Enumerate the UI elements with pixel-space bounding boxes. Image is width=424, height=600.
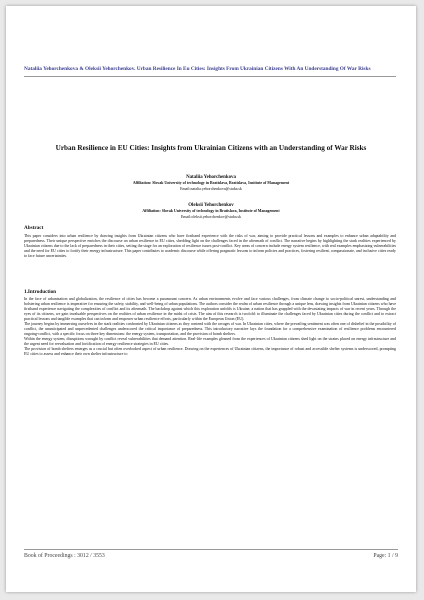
proceedings-counter: Book of Proceedings : 3012 / 3553 [24,553,105,559]
paragraph: Within the energy system, disruptions wrought by conflict reveal vulnerabilities that demand attention. Real-life examples gleaned from the experiences of Ukrainian citizens shed light on the strains placed on energy infrastructure and the urgent need for reevaluation and fortification of energy resilience strategies in EU cities. [24,336,396,346]
page-number: Page: 1 / 9 [373,553,398,559]
introduction-body [24,296,396,356]
author-name: Oleksii Yehorchenkov [188,203,234,208]
page-footer [24,549,398,559]
paper-title: Urban Resilience in EU Cities: Insights from Ukrainian Citizens with an Understanding of War Risks [55,144,367,152]
paragraph: The provision of bomb shelters emerges as a crucial but often overlooked aspect of urban resilience. Drawing on the experiences of Ukrainian citizens, the importance of robust and accessible shelter systems is underscored, prompting EU cities to assess and enhance their own shelter infrastructure to [24,346,396,356]
paragraph: The journey begins by immersing ourselves in the stark realities confronted by Ukrainian citizens as they contend with the ravages of war. In Ukrainian cities, where the prevailing sentiment was often one of disbelief in the possibility of conflict, the unanticipated and unprecedented challenges underscored the critical importance of preparedness. This introductory narrative lays the foundation for a comprehensive examination of resilience problems encountered ongoing-conflict, with a specific focus on three key dimensions: the energy system, transportation, and the provision of bomb shelters. [24,321,396,336]
author-name: Nataliia Yehorchenkova [186,175,236,180]
author-email: Email:oleksii.yehorchenkov@stuba.sk [181,214,241,219]
author-block [46,203,376,220]
author-affiliation: Affiliation: Slovak University of technology in Bratislava, Institute of Management [142,209,280,214]
abstract-heading: Abstract [24,225,44,231]
document-page [6,6,416,592]
author-block [46,175,376,192]
author-affiliation: Affiliation: Slovak University of technology in Bratislava, Bratislava, Institute of Management [132,181,290,186]
paragraph: In the face of urbanization and globalization, the resilience of cities has become a paramount concern. As urban environments evolve and face various challenges, from climate change to socio-political unrest, understanding and bolstering urban resilience is imperative for ensuring the safety, stability, and well-being of urban populations. The authors consider the realm of urban resilience through a unique lens, drawing insights from Ukrainian citizens who have firsthand experience navigating the complexities of conflict and its aftermath. The backdrop against which this exploration unfolds is Ukraine, a nation that has grappled with the devastating impacts of war in recent years. Through the eyes of its citizens, we gain invaluable perspectives on the realities of urban resilience in the midst of crisis. The aim of this research is twofold: to illuminate the challenges faced by Ukrainian cities during the conflict and to extract practical lessons and tangible examples that can inform and empower urban resilience efforts, particularly within the European Union (EU). [24,296,396,321]
abstract-text: This paper considers into urban resilience by drawing insights from Ukrainian citizens who have firsthand experience with the risks of war, aiming to provide practical lessons and examples to enhance urban adaptability and preparedness. Their unique perspective enriches the discourse on urban resilience in EU cities, shedding light on the challenges faced in the aftermath of conflict. The narrative begins by highlighting the stark realities experienced by Ukrainian citizens due to the lack of preparedness in their cities, setting the stage for an exploration of resilience issues post-conflict. Key areas of concern include energy system resilience, with real examples emphasizing vulnerabilities and the need for EU cities to fortify their energy infrastructure. This paper contributes to academic discourse while offering pragmatic lessons to inform policies and practices, fostering resilient, compassionate, and inclusive cities ready to face future uncertainties. [24,233,396,258]
section-heading-introduction: 1.Introduction [24,289,57,295]
running-head: Nataliia Yehorchenkova & Oleksii Yehorchenkov. Urban Resilience In Eu Cities: Insights From Ukrainian Citizens With An Understanding Of War Risks [24,66,396,77]
author-email: Email:natalia.yehorchenkova@stuba.sk [180,186,242,191]
